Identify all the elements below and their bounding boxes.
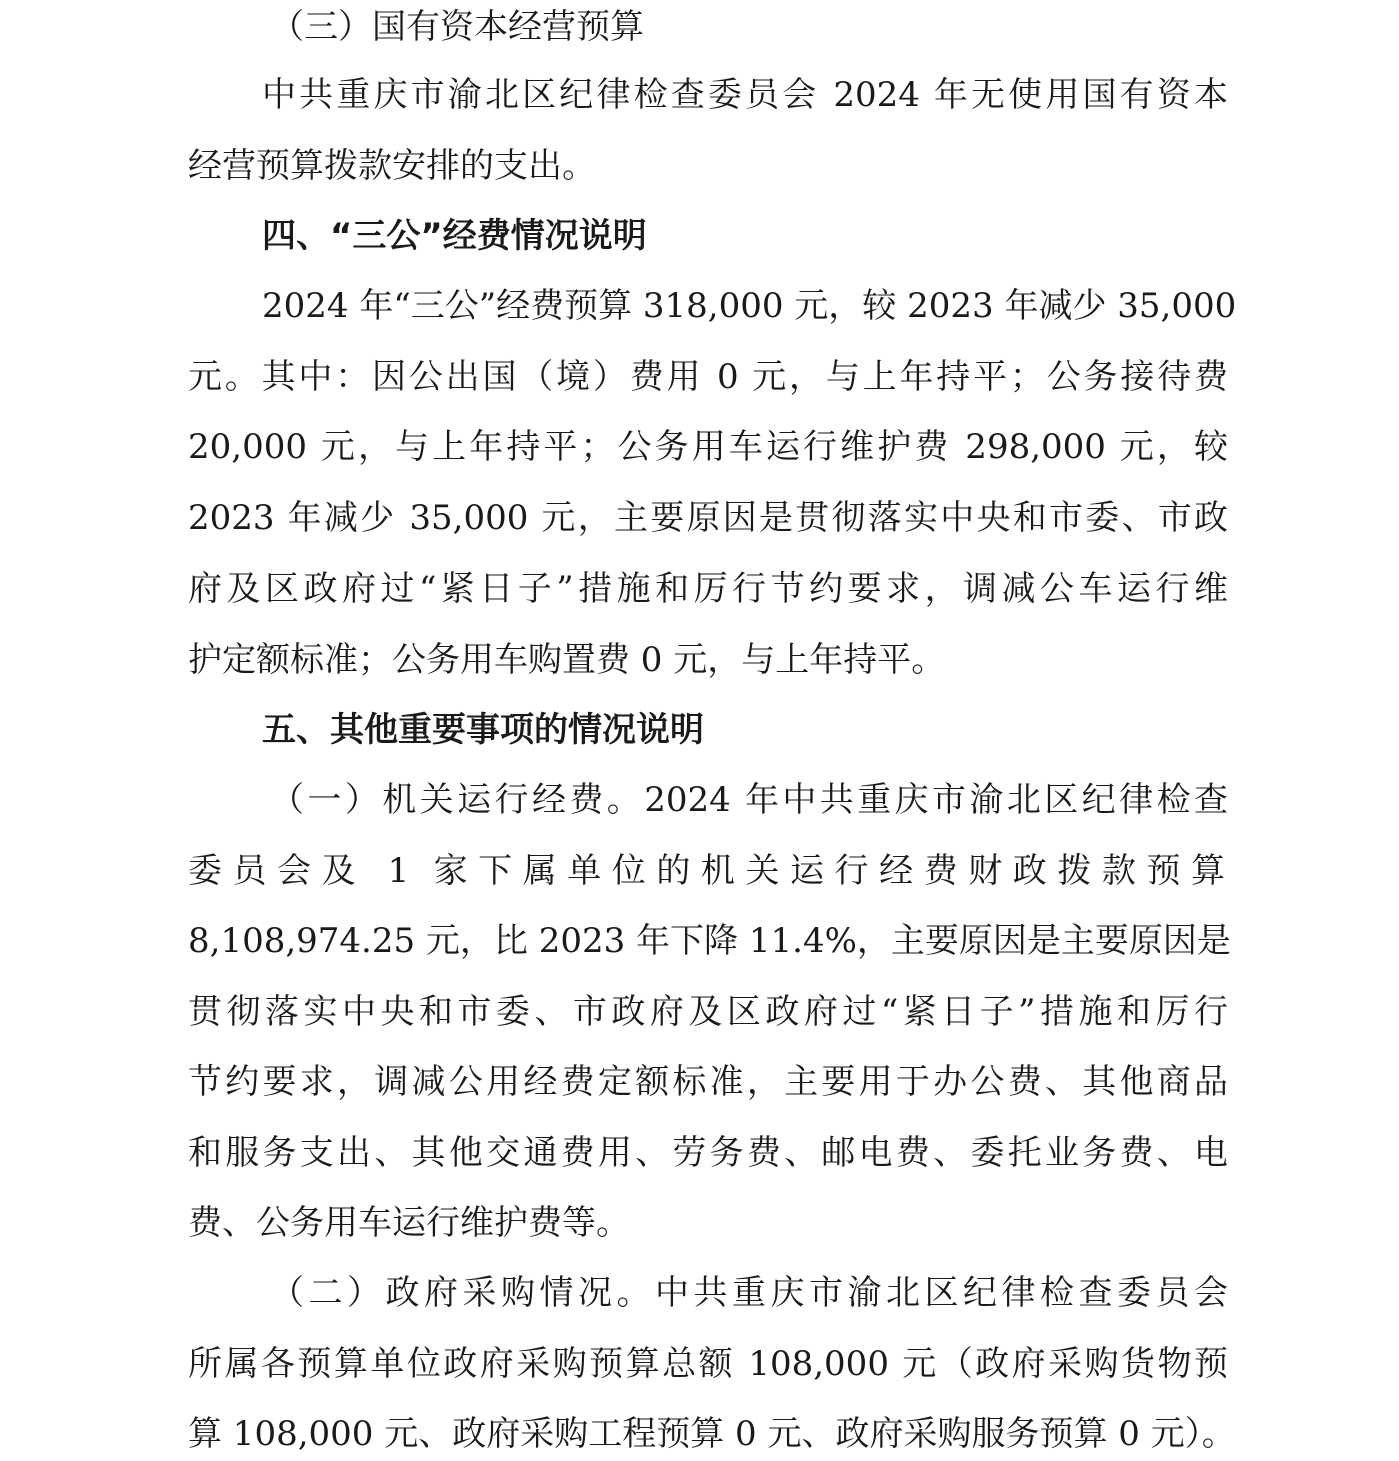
paragraph-line: 2024 年“三公”经费预算 318,000 元，较 2023 年减少 35,000 bbox=[262, 286, 1237, 326]
paragraph-line: 贯彻落实中央和市委、市政府及区政府过“紧日子”措施和厉行 bbox=[188, 992, 1228, 1032]
paragraph-line: 8,108,974.25 元，比 2023 年下降 11.4%，主要原因是主要原因是 bbox=[188, 921, 1231, 961]
paragraph-line: 20,000 元，与上年持平；公务用车运行维护费 298,000 元，较 bbox=[188, 427, 1228, 467]
paragraph-line: 费、公务用车运行维护费等。 bbox=[188, 1203, 630, 1243]
paragraph-line: 元。其中：因公出国（境）费用 0 元，与上年持平；公务接待费 bbox=[188, 357, 1228, 397]
section-heading-three-public-expenses: 四、“三公”经费情况说明 bbox=[262, 216, 647, 256]
paragraph-line: 所属各预算单位政府采购预算总额 108,000 元（政府采购货物预 bbox=[188, 1344, 1228, 1384]
subheading-state-capital-budget: （三）国有资本经营预算 bbox=[270, 7, 644, 47]
paragraph-line: （二）政府采购情况。中共重庆市渝北区纪律检查委员会 bbox=[270, 1273, 1228, 1313]
paragraph-line: （一）机关运行经费。2024 年中共重庆市渝北区纪律检查 bbox=[270, 780, 1228, 820]
paragraph-line: 经营预算拨款安排的支出。 bbox=[188, 146, 596, 186]
section-heading-other-matters: 五、其他重要事项的情况说明 bbox=[262, 710, 704, 750]
paragraph-line: 府及区政府过“紧日子”措施和厉行节约要求，调减公车运行维 bbox=[188, 569, 1228, 609]
paragraph-line: 和服务支出、其他交通费用、劳务费、邮电费、委托业务费、电 bbox=[188, 1133, 1228, 1173]
paragraph-line: 中共重庆市渝北区纪律检查委员会 2024 年无使用国有资本 bbox=[262, 75, 1228, 115]
paragraph-line: 节约要求，调减公用经费定额标准，主要用于办公费、其他商品 bbox=[188, 1062, 1228, 1102]
paragraph-line: 算 108,000 元、政府采购工程预算 0 元、政府采购服务预算 0 元）。 bbox=[188, 1414, 1236, 1454]
paragraph-line: 2023 年减少 35,000 元，主要原因是贯彻落实中央和市委、市政 bbox=[188, 498, 1228, 538]
paragraph-line: 委员会及 1 家下属单位的机关运行经费财政拨款预算 bbox=[188, 851, 1228, 891]
paragraph-line: 护定额标准；公务用车购置费 0 元，与上年持平。 bbox=[188, 640, 946, 680]
